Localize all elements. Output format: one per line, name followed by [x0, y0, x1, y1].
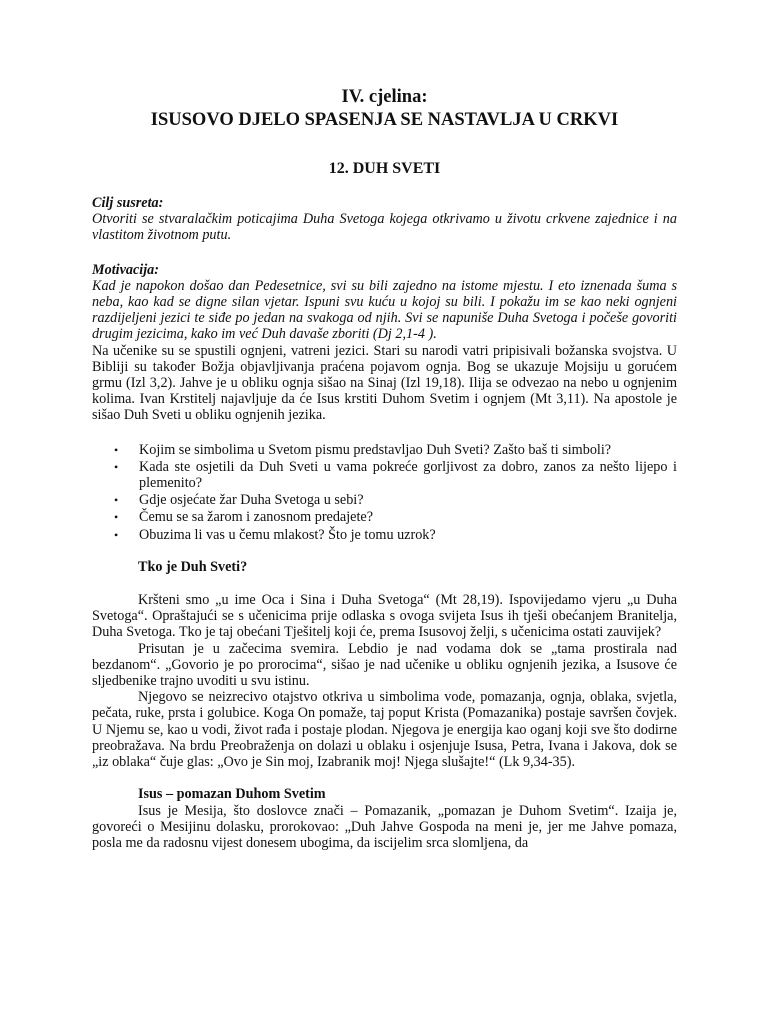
motivacija-text: Kad je napokon došao dan Pedesetnice, svi su bili zajedno na istome mjestu. I eto iznenada šuma s neba, kao kad se digne silan vjetar. Ispuni svu kuću u kojoj su bili. I pokažu im se kao neki ognjeni razdijeljeni jezici te siđe po jedan na svakoga od njih. Svi se napuniše Duha Svetoga i počeše govoriti drugim jezicima, kako im već Duh davaše zboriti (Dj 2,1-4 ).	[92, 277, 677, 343]
cilj-label: Cilj susreta:	[92, 195, 164, 211]
question-list	[92, 442, 677, 543]
bullet-icon: •	[114, 442, 119, 457]
tko-heading: Tko je Duh Sveti?	[138, 558, 248, 575]
motivacija-label: Motivacija:	[92, 261, 159, 278]
cilj-section	[92, 195, 677, 244]
tko-paragraph-2: Prisutan je u začecima svemira. Lebdio je nad vodama dok se „tama prostirala nad bezdanom“. „Govorio je po prorocima“, sišao je nad učenike u obliku ognjenih jezika, a Isusove će sljedbenike trajno uvoditi u svu istinu.	[92, 640, 677, 690]
question-text: Obuzima li vas u čemu mlakost? Što je tomu uzrok?	[139, 526, 436, 543]
list-item	[92, 509, 677, 525]
bullet-icon: •	[114, 527, 119, 542]
list-item	[92, 492, 677, 508]
chapter-title: 12. DUH SVETI	[328, 160, 441, 177]
motivacija-section	[92, 262, 677, 343]
question-text: Gdje osjećate žar Duha Svetoga u sebi?	[139, 492, 364, 509]
document-page	[92, 86, 677, 851]
isus-heading: Isus – pomazan Duhom Svetim	[138, 786, 326, 803]
isus-paragraph: Isus je Mesija, što doslovce znači – Pomazanik, „pomazan je Duhom Svetim“. Izaija je, govoreći o Mesijinu dolasku, prorokovao: „Duh Jahve Gospoda na meni je, jer me Jahve pomaza, posla me da radosnu vijest donesem ubogima, da iscijelim srca slomljena, da	[92, 802, 677, 851]
bullet-icon: •	[114, 493, 119, 508]
tko-paragraph-1: Kršteni smo „u ime Oca i Sina i Duha Svetoga“ (Mt 28,19). Ispovijedamo vjeru „u Duha Svetoga“. Opraštajući se s učenicima prije odlaska s ovoga svijeta Isus ih tješi obećanjem Branitelja, Duha Svetoga. Tko je taj obećani Tješitelj koji će, prema Isusovoj želji, s učenicima ostati zauvijek?	[92, 592, 677, 641]
question-text: Čemu se sa žarom i zanosnom predajete?	[139, 509, 374, 526]
question-text: Kada ste osjetili da Duh Sveti u vama pokreće gorljivost za dobro, zanos za nešto lijepo i plemenito?	[139, 458, 677, 492]
bullet-icon: •	[114, 459, 119, 474]
intro-paragraph: Na učenike su se spustili ognjeni, vatreni jezici. Stari su narodi vatri pripisivali božanska svojstva. U Bibliji su također Božja objavljivanja praćena pojavom ognja. Bog se ukazuje Mojsiju u gorućem grmu (Izl 3,2). Jahve je u obliku ognja sišao na Sinaj (Izl 19,18). Ilija se odvezao na nebo u ognjenim kolima. Ivan Krstitelj najavljuje da će Isus krstiti Duhom Svetim i ognjem (Mt 3,11). Na apostole je sišao Duh Sveti u obliku ognjenih jezika.	[92, 342, 677, 424]
unit-title-line1: IV. cjelina:	[341, 87, 428, 107]
cilj-text: Otvoriti se stvaralačkim poticajima Duha Svetoga kojega otkrivamo u životu crkvene zajednice i na vlastitom životnom putu.	[92, 211, 677, 244]
tko-section	[92, 592, 677, 770]
question-text: Kojim se simbolima u Svetom pismu predstavljao Duh Sveti? Zašto baš ti simboli?	[139, 441, 612, 458]
tko-paragraph-3: Njegovo se neizrecivo otajstvo otkriva u simbolima vode, pomazanja, ognja, oblaka, svjetla, pečata, ruke, prsta i golubice. Koga On pomaže, taj poput Krista (Pomazanika) postaje savršen čovjek. U Njemu se, kao u vodi, život rađa i postaje plodan. Njegova je energija kao oganj koji sve što dodirne preobražava. Na brdu Preobraženja on dolazi u oblaku i osjenjuje Isusa, Petra, Ivana i Jakova, dok se „iz oblaka“ čuje glas: „Ovo je Sin moj, Izabranik moj! Njega slušajte!“ (Lk 9,34-35).	[92, 689, 677, 771]
unit-title-line2: ISUSOVO DJELO SPASENJA SE NASTAVLJA U CRKVI	[150, 110, 619, 130]
list-item	[92, 459, 677, 491]
bullet-icon: •	[114, 510, 119, 525]
list-item	[92, 527, 677, 543]
unit-title	[92, 86, 677, 132]
list-item	[92, 442, 677, 458]
